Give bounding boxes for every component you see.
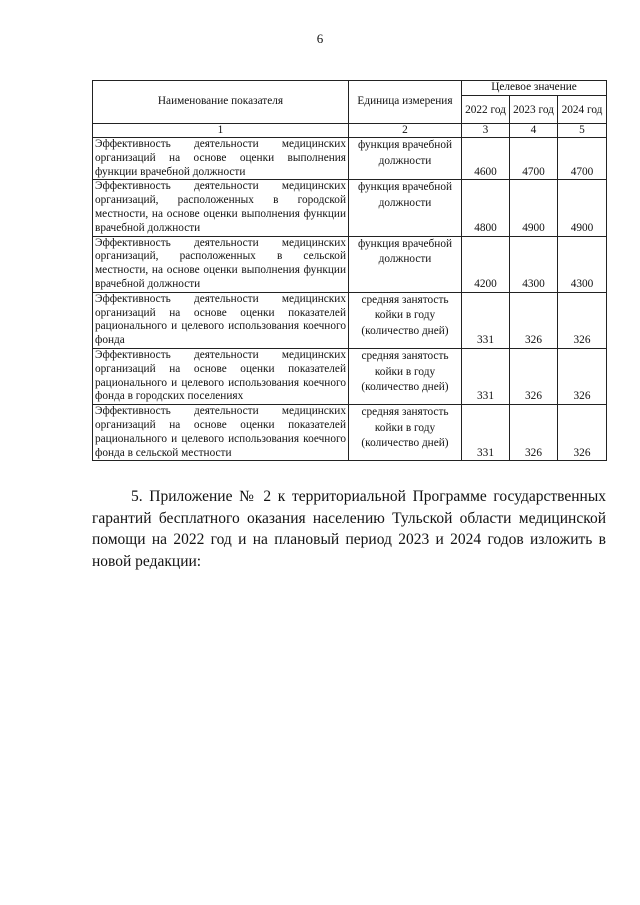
column-number: 3 bbox=[462, 124, 510, 138]
value-2023: 4300 bbox=[510, 236, 558, 292]
value-2022: 4200 bbox=[462, 236, 510, 292]
table-row bbox=[93, 292, 607, 348]
value-2022: 331 bbox=[462, 292, 510, 348]
indicator-name: Эффективность деятельности медицинских организаций, расположенных в сельской местности, на основе оценки выполнения функции врачебной должности bbox=[93, 236, 349, 292]
column-number: 4 bbox=[510, 124, 558, 138]
value-2024: 326 bbox=[558, 292, 607, 348]
value-2024: 4900 bbox=[558, 180, 607, 236]
page-number: 6 bbox=[316, 31, 324, 46]
indicator-unit: функция врачебной должности bbox=[349, 180, 462, 236]
value-2022: 331 bbox=[462, 405, 510, 461]
table-row bbox=[93, 348, 607, 404]
header-year-2022: 2022 год bbox=[462, 96, 510, 124]
indicator-name: Эффективность деятельности медицинских организаций на основе оценки показателей рационального и целевого использования коечного фонда в городских поселениях bbox=[93, 348, 349, 404]
indicator-unit: средняя занятость койки в году (количество дней) bbox=[349, 292, 462, 348]
header-year-2023: 2023 год bbox=[510, 96, 558, 124]
value-2024: 4700 bbox=[558, 138, 607, 180]
column-number: 2 bbox=[349, 124, 462, 138]
header-year-2024: 2024 год bbox=[558, 96, 607, 124]
table-row bbox=[93, 236, 607, 292]
value-2024: 4300 bbox=[558, 236, 607, 292]
indicator-unit: функция врачебной должности bbox=[349, 138, 462, 180]
table-row bbox=[93, 180, 607, 236]
value-2023: 326 bbox=[510, 405, 558, 461]
column-number: 1 bbox=[93, 124, 349, 138]
indicator-name: Эффективность деятельности медицинских организаций на основе оценки показателей рационального и целевого использования коечного фонда bbox=[93, 292, 349, 348]
indicator-unit: средняя занятость койки в году (количество дней) bbox=[349, 405, 462, 461]
table-row bbox=[93, 138, 607, 180]
table-row bbox=[93, 405, 607, 461]
indicator-unit: функция врачебной должности bbox=[349, 236, 462, 292]
value-2023: 326 bbox=[510, 292, 558, 348]
value-2024: 326 bbox=[558, 405, 607, 461]
body-paragraph: 5. Приложение № 2 к территориальной Программе государственных гарантий бесплатного оказания населению Тульской области медицинской помощи на 2022 год и на плановый период 2023 и 2024 годов изложить в новой редакции: bbox=[92, 488, 606, 570]
header-indicator-name: Наименование показателя bbox=[93, 81, 349, 124]
value-2022: 331 bbox=[462, 348, 510, 404]
value-2022: 4800 bbox=[462, 180, 510, 236]
value-2024: 326 bbox=[558, 348, 607, 404]
column-number: 5 bbox=[558, 124, 607, 138]
value-2022: 4600 bbox=[462, 138, 510, 180]
indicator-unit: средняя занятость койки в году (количество дней) bbox=[349, 348, 462, 404]
value-2023: 4700 bbox=[510, 138, 558, 180]
indicator-name: Эффективность деятельности медицинских организаций, расположенных в городской местности, на основе оценки выполнения функции врачебной должности bbox=[93, 180, 349, 236]
indicator-name: Эффективность деятельности медицинских организаций на основе оценки показателей рационального и целевого использования коечного фонда в сельской местности bbox=[93, 405, 349, 461]
header-unit: Единица измерения bbox=[349, 81, 462, 124]
header-target-value: Целевое значение bbox=[462, 81, 607, 96]
indicator-name: Эффективность деятельности медицинских организаций на основе оценки выполнения функции врачебной должности bbox=[93, 138, 349, 180]
value-2023: 326 bbox=[510, 348, 558, 404]
indicators-table bbox=[92, 80, 607, 461]
value-2023: 4900 bbox=[510, 180, 558, 236]
